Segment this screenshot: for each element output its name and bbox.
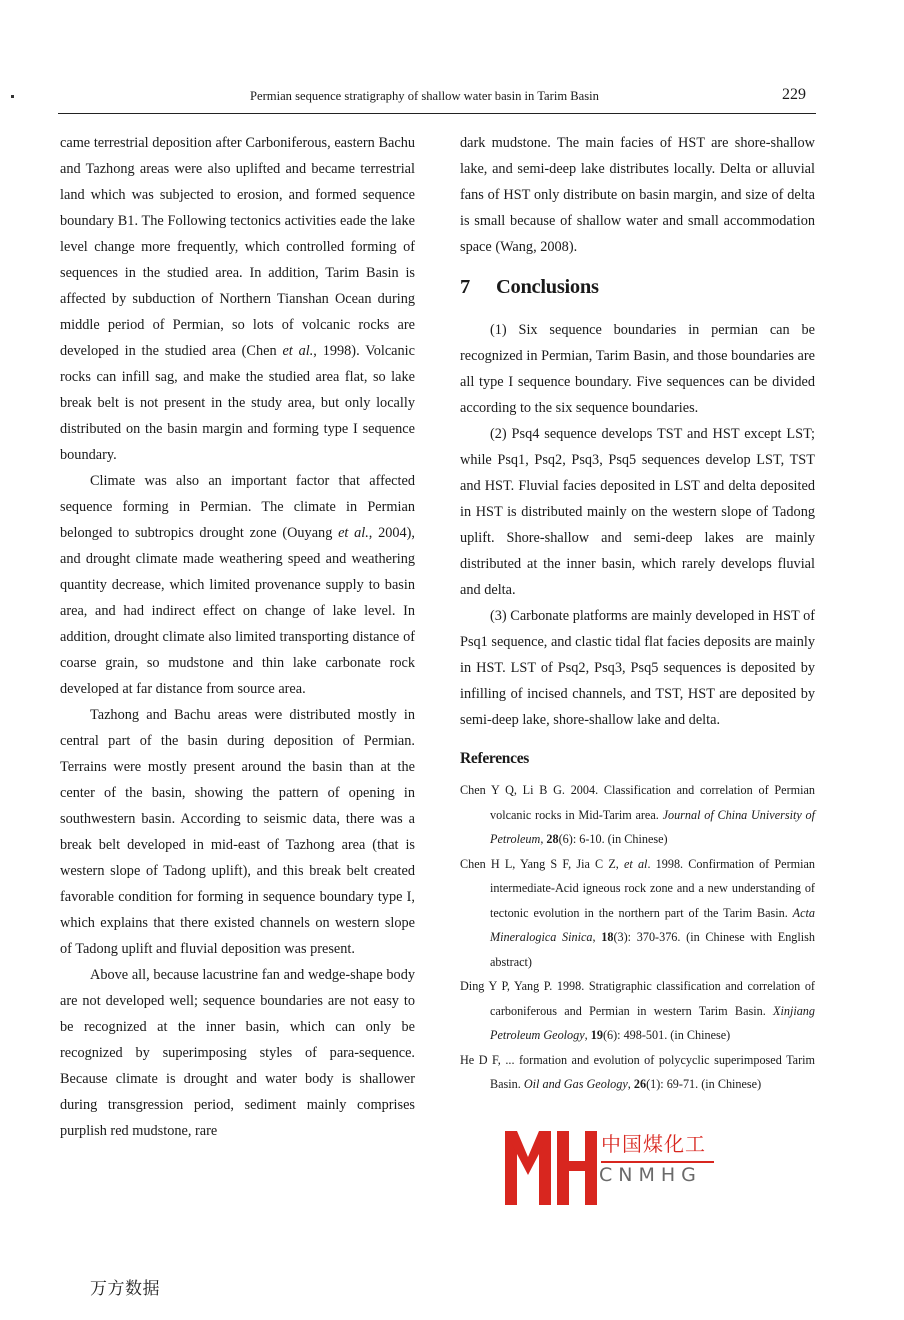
header-rule bbox=[58, 113, 816, 114]
paragraph-continuation: came terrestrial deposition after Carboniferous, eastern Bachu and Tazhong areas were also uplifted and became terrestrial land which was subjected to erosion, and formed sequence boundary B1. The Following tectonics activities eade the lake level change more frequently, which controlled forming of sequences in the studied area. In addition, Tarim Basin is affected by subduction of Northern Tianshan Ocean during middle period of Permian, so lots of volcanic rocks are developed in the studied area (Chen et al., 1998). Volcanic rocks can infill sag, and make the studied area flat, so lake break belt is not present in the study area, but only locally distributed on the basin margin and forming type I sequence boundary. bbox=[60, 135, 415, 463]
running-header bbox=[58, 86, 816, 110]
paragraph-climate: Climate was also an important factor that affected sequence forming in Permian. The climate in Permian belonged to subtropics drought zone (Ouyang et al., 2004), and drought climate made weathering speed and weathering quantity decrease, which limited provenance supply to basin area, and had indirect effect on change of lake level. In addition, drought climate also limited transporting distance of coarse grain, so mudstone and thin lake carbonate rock developed at far distance from source area. bbox=[60, 473, 416, 697]
conclusion-item-1: (1) Six sequence boundaries in permian can be recognized in Permian, Tarim Basin, and those boundaries are all type I sequence boundary. Five sequences can be divided according to the six sequence boundaries. bbox=[460, 322, 815, 416]
watermark-logo bbox=[503, 1127, 718, 1209]
paragraph-hst-continuation: dark mudstone. The main facies of HST are shore-shallow lake, and semi-deep lake distributes locally. Delta or alluvial fans of HST only distribute on basin margin, and size of delta is small because of shallow water and small accommodation space (Wang, 2008). bbox=[460, 135, 815, 255]
source-watermark-text: 万方数据 bbox=[90, 1279, 160, 1299]
conclusion-item-3: (3) Carbonate platforms are mainly developed in HST of Psq1 sequence, and clastic tidal flat facies deposits are mainly in HST. LST of Psq2, Psq3, Psq5 sequences is deposited by infilling of incised channels, and TST, HST are deposited by semi-deep lake, shore-shallow lake and delta. bbox=[460, 608, 815, 728]
paragraph-tazhong-bachu: Tazhong and Bachu areas were distributed mostly in central part of the basin during deposition of Permian. Terrains were mostly present around the basin than at the center of the basin, showing the pattern of opening in southwestern basin. According to seismic data, there was a break belt developed in mid-east of Tazhong area (that is western slope of Tadong uplift), and this break belt created favorable condition for forming in sequence boundary type I, which explains that there existed channels on western slope of Tadong uplift and fluvial deposition was present. bbox=[60, 707, 415, 957]
section-number: 7 bbox=[460, 276, 470, 298]
watermark-chinese-name: 中国煤化工 bbox=[601, 1132, 706, 1156]
right-column bbox=[460, 130, 815, 1097]
reference-item: Chen Y Q, Li B G. 2004. Classification and correlation of Permian volcanic rocks in Mid-Tarim area. Journal of China University of Petroleum, 28(6): 6-10. (in Chinese) bbox=[460, 783, 816, 846]
watermark-english-name: CNMHG bbox=[599, 1164, 702, 1186]
section-heading-conclusions bbox=[460, 273, 815, 301]
mh-logo-icon bbox=[503, 1127, 599, 1209]
running-title: Permian sequence stratigraphy of shallow water basin in Tarim Basin bbox=[250, 89, 599, 103]
watermark-rule bbox=[601, 1161, 714, 1163]
page-number: 229 bbox=[782, 86, 806, 103]
conclusion-item-2: (2) Psq4 sequence develops TST and HST except LST; while Psq1, Psq2, Psq3, Psq5 sequences develop LST, TST and HST. Fluvial facies deposited in LST and delta deposited in HST is distributed mainly on the western slope of Tadong uplift. Shore-shallow and semi-deep lakes are mainly distributed at the inner basin, which rarely develops fluvial and delta. bbox=[460, 426, 815, 598]
margin-dot bbox=[11, 95, 14, 98]
reference-item: Ding Y P, Yang P. 1998. Stratigraphic classification and correlation of carboniferous and Permian in western Tarim Basin. Xinjiang Petroleum Geology, 19(6): 498-501. (in Chinese) bbox=[460, 979, 815, 1042]
section-title: Conclusions bbox=[496, 276, 599, 298]
references-heading: References bbox=[460, 750, 530, 767]
paragraph-above-all: Above all, because lacustrine fan and wedge-shape body are not developed well; sequence boundaries are not easy to be recognized at the inner basin, which can only be recognized by superimposing styles of para-sequence. Because climate is drought and water body is shallower during transgression period, sediment mainly comprises purplish red mudstone, rare bbox=[60, 967, 415, 1139]
left-column bbox=[60, 130, 415, 1144]
reference-item: He D F, ... formation and evolution of polycyclic superimposed Tarim Basin. Oil and Gas Geology, 26(1): 69-71. (in Chinese) bbox=[460, 1052, 815, 1091]
reference-item: Chen H L, Yang S F, Jia C Z, et al. 1998. Confirmation of Permian intermediate-Acid igneous rock zone and a new understanding of tectonic evolution in the northern part of the Tarim Basin. Acta Mineralogica Sinica, 18(3): 370-376. (in Chinese with English abstract) bbox=[460, 856, 816, 969]
